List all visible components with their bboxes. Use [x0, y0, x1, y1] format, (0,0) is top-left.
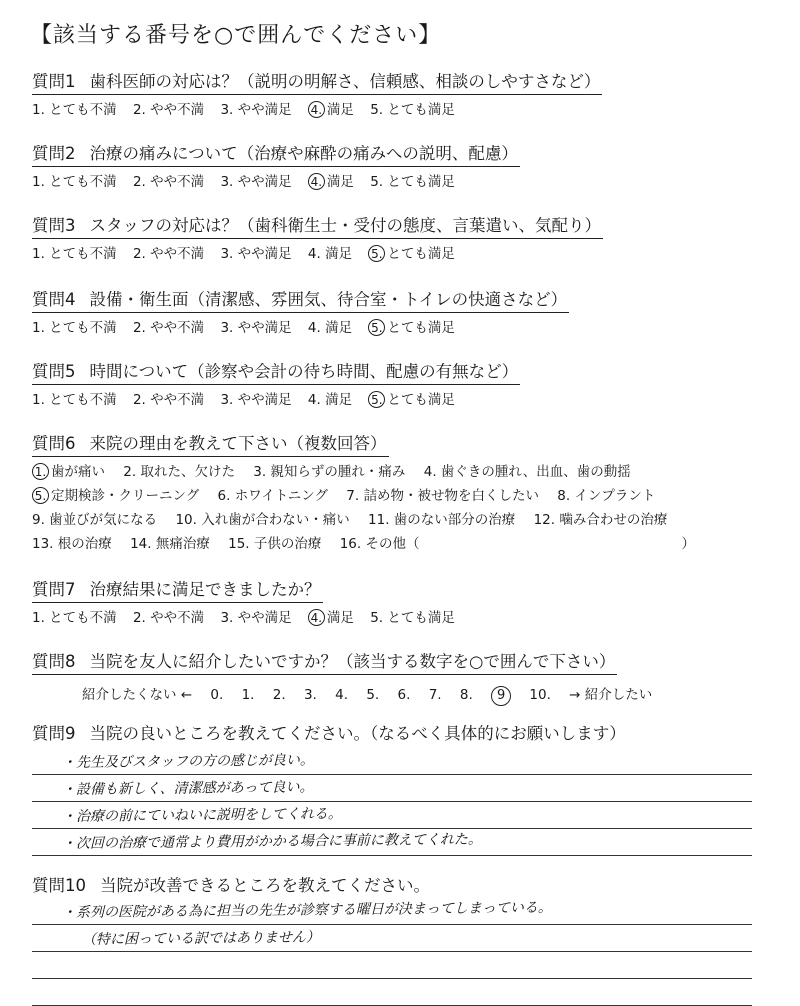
handwritten-answer: ・先生及びスタッフの方の感じが良い。 — [61, 752, 314, 772]
option-2[interactable]: 2. やや不満 — [132, 392, 205, 408]
option-2[interactable]: 2. やや不満 — [132, 610, 205, 626]
page-title: 【該当する番号を○で囲んでください】 — [30, 23, 442, 48]
scale-8[interactable]: 8. — [459, 687, 473, 703]
answer-line — [32, 829, 752, 856]
option-4-selected[interactable] — [308, 173, 354, 191]
selection-circle: 5. — [32, 487, 49, 504]
option-3[interactable]: 3. やや満足 — [220, 320, 292, 336]
handwritten-answer: ・設備も新しく、清潔感があって良い。 — [61, 779, 314, 799]
scale-1[interactable]: 1. — [241, 687, 255, 703]
question-text: 設備・衛生面（清潔感、雰囲気、待合室・トイレの快適さなど） — [89, 290, 568, 309]
option-4[interactable]: 4. 歯ぐきの腫れ、出血、歯の動揺 — [423, 464, 631, 480]
recommend-scale — [32, 683, 772, 706]
question-text: 当院が改善できるところを教えてください。 — [100, 876, 430, 895]
question-number: 質問3 — [32, 216, 76, 235]
option-label: 歯が痛い — [51, 464, 105, 480]
option-5-selected[interactable] — [368, 245, 455, 263]
option-label: 満足 — [326, 610, 354, 626]
other-close-paren: ） — [681, 536, 695, 552]
question-number: 質問7 — [32, 580, 76, 599]
option-5[interactable]: 5. とても満足 — [370, 174, 455, 190]
options-row-2 — [32, 487, 772, 505]
option-1[interactable]: 1. とても不満 — [32, 174, 117, 190]
question-3-title — [32, 216, 603, 239]
handwritten-answer: （特に困っている訳ではありません） — [81, 929, 320, 949]
question-10 — [32, 876, 772, 898]
question-9-title — [32, 724, 628, 746]
selection-circle: 4. — [308, 609, 325, 626]
option-9[interactable]: 9. 歯並びが気になる — [32, 512, 158, 528]
question-9-answer-lines[interactable] — [32, 748, 752, 856]
scale-left-label: 紹介したくない ← — [82, 687, 193, 703]
option-label: 満足 — [326, 174, 354, 190]
option-1[interactable]: 1. とても不満 — [32, 610, 117, 626]
selection-circle: 5. — [368, 391, 385, 408]
option-label: とても満足 — [387, 320, 455, 336]
question-text: 治療結果に満足できましたか？ — [89, 580, 321, 599]
question-10-title — [32, 876, 432, 898]
options-row-1 — [32, 463, 772, 481]
question-number: 質問2 — [32, 144, 76, 163]
question-text: 来院の理由を教えて下さい（複数回答） — [89, 434, 387, 453]
question-9 — [32, 724, 772, 746]
question-number: 質問10 — [32, 876, 86, 895]
question-4-title — [32, 290, 569, 313]
option-3[interactable]: 3. やや満足 — [220, 610, 292, 626]
option-8[interactable]: 8. インプラント — [557, 488, 656, 504]
option-2[interactable]: 2. やや不満 — [132, 174, 205, 190]
option-label: 定期検診・クリーニング — [51, 488, 200, 504]
options — [32, 245, 772, 263]
handwritten-answer: ・治療の前にていねいに説明をしてくれる。 — [61, 806, 342, 826]
option-13[interactable]: 13. 根の治療 — [32, 536, 112, 552]
scale-2[interactable]: 2. — [272, 687, 286, 703]
option-2[interactable]: 2. やや不満 — [132, 246, 205, 262]
question-text: 当院を友人に紹介したいですか？（該当する数字を○で囲んで下さい） — [89, 652, 616, 671]
question-2 — [32, 144, 772, 191]
option-4-selected[interactable] — [308, 609, 354, 627]
scale-right-label: → 紹介したい — [569, 687, 653, 703]
option-5[interactable]: 5. とても満足 — [370, 102, 455, 118]
selection-circle: 5. — [368, 245, 385, 262]
scale-3[interactable]: 3. — [303, 687, 317, 703]
scale-6[interactable]: 6. — [397, 687, 411, 703]
question-1-title — [32, 72, 602, 95]
selection-circle: 5. — [368, 319, 385, 336]
answer-line — [32, 775, 752, 802]
question-7 — [32, 580, 772, 627]
answer-line — [32, 952, 752, 979]
option-3[interactable]: 3. 親知らずの腫れ・痛み — [253, 464, 406, 480]
question-7-title — [32, 580, 323, 603]
option-3[interactable]: 3. やや満足 — [220, 174, 292, 190]
option-1[interactable]: 1. とても不満 — [32, 392, 117, 408]
options — [32, 609, 772, 627]
options-row-3 — [32, 511, 772, 529]
option-14[interactable]: 14. 無痛治療 — [130, 536, 210, 552]
selection-circle: 4. — [308, 173, 325, 190]
question-number: 質問4 — [32, 290, 76, 309]
option-4[interactable]: 4. 満足 — [307, 246, 353, 262]
option-label: とても満足 — [387, 392, 455, 408]
answer-line — [32, 925, 752, 952]
scale-7[interactable]: 7. — [428, 687, 442, 703]
option-5-selected[interactable] — [368, 319, 455, 337]
scale-9-selected[interactable]: 9 — [491, 686, 511, 706]
option-4-selected[interactable] — [308, 101, 354, 119]
option-11[interactable]: 11. 歯のない部分の治療 — [368, 512, 516, 528]
question-number: 質問6 — [32, 434, 76, 453]
option-2[interactable]: 2. やや不満 — [132, 102, 205, 118]
option-1[interactable]: 1. とても不満 — [32, 246, 117, 262]
option-6[interactable]: 6. ホワイトニング — [217, 488, 328, 504]
options — [32, 173, 772, 191]
scale-10[interactable]: 10. — [529, 687, 551, 703]
options — [32, 101, 772, 119]
question-8 — [32, 652, 772, 706]
question-number: 質問1 — [32, 72, 76, 91]
option-10[interactable]: 10. 入れ歯が合わない・痛い — [175, 512, 350, 528]
scale-0[interactable]: 0. — [210, 687, 224, 703]
option-2[interactable]: 2. 取れた、欠けた — [123, 464, 235, 480]
question-text: 時間について（診察や会計の待ち時間、配慮の有無など） — [89, 362, 519, 381]
option-5-selected[interactable] — [32, 487, 199, 505]
scale-5[interactable]: 5. — [366, 687, 380, 703]
option-1[interactable]: 1. とても不満 — [32, 320, 117, 336]
question-text: 歯科医師の対応は？（説明の明解さ、信頼感、相談のしやすさなど） — [89, 72, 601, 91]
option-label: 満足 — [326, 102, 354, 118]
question-number: 質問8 — [32, 652, 76, 671]
question-4 — [32, 290, 772, 337]
scale-4[interactable]: 4. — [335, 687, 349, 703]
option-12[interactable]: 12. 噛み合わせの治療 — [533, 512, 668, 528]
question-number: 質問9 — [32, 724, 76, 743]
option-5-selected[interactable] — [368, 391, 455, 409]
handwritten-answer: ・系列の医院がある為に担当の先生が診察する曜日が決まってしまっている。 — [61, 899, 552, 922]
option-1[interactable]: 1. とても不満 — [32, 102, 117, 118]
question-3 — [32, 216, 772, 263]
question-6 — [32, 434, 772, 553]
option-5[interactable]: 5. とても満足 — [370, 610, 455, 626]
selection-circle: 1. — [32, 463, 49, 480]
options-row-4 — [32, 535, 772, 553]
question-8-title — [32, 652, 617, 675]
question-text: 当院の良いところを教えてください。（なるべく具体的にお願いします） — [89, 724, 626, 743]
question-5-title — [32, 362, 520, 385]
option-3[interactable]: 3. やや満足 — [220, 392, 292, 408]
option-label: とても満足 — [387, 246, 455, 262]
question-10-answer-lines[interactable] — [32, 898, 752, 1006]
question-1 — [32, 72, 772, 119]
option-1-selected[interactable] — [32, 463, 105, 481]
answer-line — [32, 898, 752, 925]
option-7[interactable]: 7. 詰め物・被せ物を白くしたい — [346, 488, 539, 504]
option-4[interactable]: 4. 満足 — [307, 320, 353, 336]
option-16-other[interactable]: 16. その他（ — [339, 536, 420, 552]
question-text: スタッフの対応は？（歯科衛生士・受付の態度、言葉遣い、気配り） — [89, 216, 601, 235]
option-3[interactable]: 3. やや満足 — [220, 246, 292, 262]
question-number: 質問5 — [32, 362, 76, 381]
options — [32, 391, 772, 409]
option-3[interactable]: 3. やや満足 — [220, 102, 292, 118]
question-2-title — [32, 144, 520, 167]
option-2[interactable]: 2. やや不満 — [132, 320, 205, 336]
question-text: 治療の痛みについて（治療や麻酔の痛みへの説明、配慮） — [89, 144, 518, 163]
answer-line — [32, 748, 752, 775]
question-6-title — [32, 434, 389, 457]
selection-circle: 4. — [308, 101, 325, 118]
option-4[interactable]: 4. 満足 — [307, 392, 353, 408]
answer-line — [32, 802, 752, 829]
handwritten-answer: ・次回の治療で通常より費用がかかる場合に事前に教えてくれた。 — [61, 831, 482, 853]
question-5 — [32, 362, 772, 409]
option-15[interactable]: 15. 子供の治療 — [228, 536, 322, 552]
options — [32, 319, 772, 337]
